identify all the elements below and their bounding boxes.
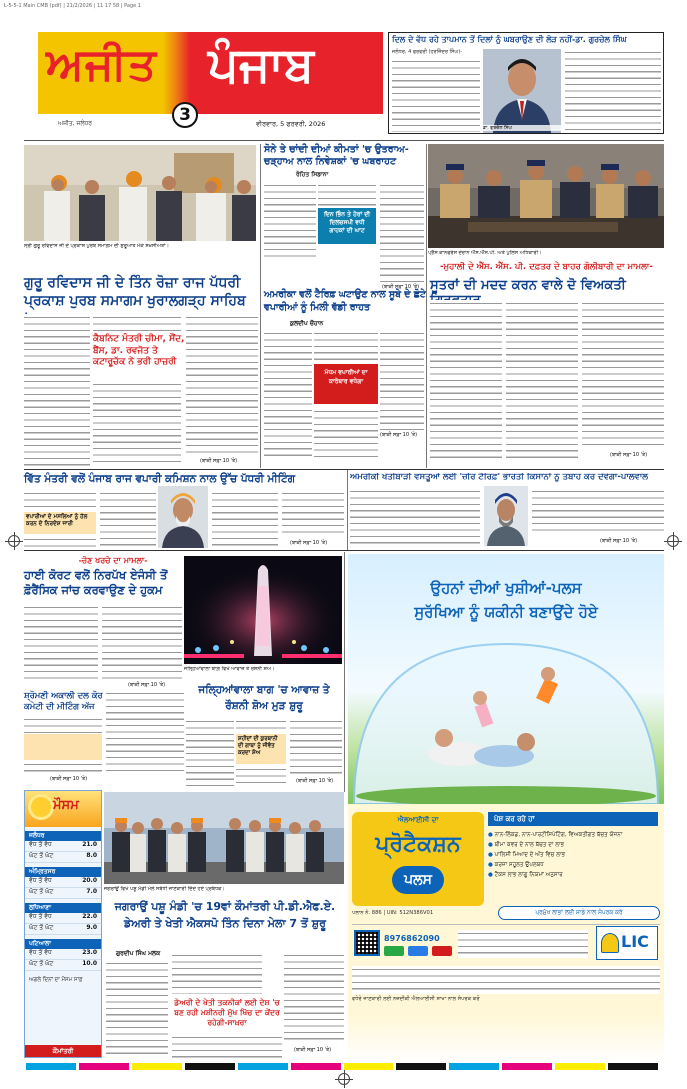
ravidas-text-col-2 (93, 381, 181, 466)
mohali-kicker: -ਮੁਹਾਲੀ ਦੇ ਐੱਸ. ਐੱਸ. ਪੀ. ਦਫ਼ਤਰ ਦੇ ਬਾਹਰ ਗੋਲੀਬਾਰੀ ਦਾ ਮਾਮਲਾ- (440, 262, 653, 272)
doctor-caption: ਡਾ. ਗੁਰਚੇਲ ਸਿੰਘ (483, 125, 561, 131)
jagraon-byline: ਗੁਰਦੀਪ ਸਿੰਘ ਮਲਕ (116, 950, 161, 957)
jallianwala-text-col-2b (236, 766, 286, 786)
weather-row (25, 888, 101, 899)
masthead-rule (24, 140, 664, 141)
divider-h1 (24, 469, 664, 470)
weather-row-value: 21.0 (82, 841, 97, 848)
weather-row (25, 960, 101, 971)
palwal-photo (484, 486, 528, 546)
weather-row-label: ਵੱਧ ਤੋਂ ਵੱਧ (29, 949, 52, 956)
ravidas-text-col-3 (186, 314, 258, 456)
jagraon-text-col-1 (106, 960, 168, 1058)
us-export-continued: (ਬਾਕੀ ਸਫ਼ਾ 10 'ਤੇ) (600, 538, 638, 544)
ad-qr-code (354, 930, 380, 956)
top-right-headline: ਦਿਲ ਦੇ ਵੱਧ ਰਹੇ ਤਾਪਮਾਨ ਤੋਂ ਦਿਲਾਂ ਨੂੰ ਘਬਰਾਉਣ ਦੀ ਲੋੜ ਨਹੀਂ-ਡਾ. ਗੁਰਚੇਲ ਸਿੰਘ (392, 35, 627, 44)
finance-text-col-1a (24, 490, 96, 510)
weather-header (25, 791, 101, 827)
press-conference-photo (428, 144, 664, 248)
ad-fine-print (458, 930, 588, 958)
weather-row-label: ਘੱਟ ਤੋਂ ਘੱਟ (29, 924, 54, 931)
weather-row (25, 913, 101, 924)
jagraon-headline: ਜਗਰਾਉਂ ਪਸ਼ੂ ਮੰਡੀ 'ਚ 19ਵਾਂ ਕੌਮਾਂਤਰੀ ਪੀ.ਡੀ.ਐਫ.ਏ. ਡੇਅਰੀ ਤੇ ਖੇਤੀ ਐਕਸਪੋ ਤਿੰਨ ਦਿਨਾ ਮੇਲਾ 7 ਤੋਂ ਸ਼ੁਰੂ (114, 900, 336, 930)
lic-advertisement (348, 554, 664, 1062)
divider-v2 (426, 144, 427, 468)
registration-mark-left (8, 535, 20, 547)
weather-city-header: ਲੁਧਿਆਣਾ (25, 903, 101, 913)
weather-city-header: ਅੰਮ੍ਰਿਤਸਰ (25, 867, 101, 877)
weather-box (24, 790, 102, 1058)
minister-photo (158, 486, 208, 548)
committee-continued: (ਬਾਕੀ ਸਫ਼ਾ 10 'ਤੇ) (50, 776, 88, 782)
jallianwala-text-col-1 (186, 718, 234, 786)
weather-forecast: ਅਗਲੇ ਦਿਨਾਂ ਦਾ ਮੌਸਮ ਸਾਫ਼ (29, 977, 83, 983)
weather-row (25, 924, 101, 935)
top-right-dateline: ਜਲੰਧਰ, 4 ਫਰਵਰੀ (ਹਰਜਿੰਦਰ ਸਿੰਘ)- (392, 49, 462, 55)
finance-text-col-1b (24, 536, 96, 548)
whatsapp-icon (384, 946, 404, 956)
mohali-text-col-2 (506, 300, 578, 462)
weather-city-header: ਪਟਿਆਲਾ (25, 939, 101, 949)
weather-row-value: 9.0 (86, 924, 97, 931)
tariff-text-col-3 (380, 330, 424, 430)
finance-sub-box: ਵਪਾਰੀਆਂ ਦੇ ਮਸਲਿਆਂ ਨੂੰ ਹੱਲ ਕਰਨ ਦੇ ਨਿਰਦੇਸ਼ ਜਾਰੀ (24, 512, 96, 534)
committee-highlight (24, 734, 102, 760)
mohali-continued: (ਬਾਕੀ ਸਫ਼ਾ 10 'ਤੇ) (610, 452, 648, 458)
ad-brand-sub: ਪਲਸ (392, 866, 444, 894)
top-right-story (388, 32, 664, 134)
page-number-circle: 3 (172, 102, 198, 128)
masthead-city: ਅਜੀਤ, ਜਲੰਧਰ (58, 120, 93, 127)
tariff-continued: (ਬਾਕੀ ਸਫ਼ਾ 10 'ਤੇ) (380, 432, 418, 438)
ad-presenting: ਪੇਸ਼ ਕਰ ਰਹੇ ਹਾਂ (488, 812, 658, 826)
ad-divider (352, 924, 660, 925)
weather-row-value: 7.0 (86, 888, 97, 895)
finance-text-col-4 (282, 490, 344, 538)
weather-row (25, 841, 101, 852)
gold-text-col-2 (318, 182, 376, 206)
app-store-icon (408, 946, 428, 956)
masthead-right-title: ਪੰਜਾਬ (208, 37, 314, 93)
divider-v3 (347, 470, 348, 550)
gold-continued: (ਬਾਕੀ ਸਫ਼ਾ 10 'ਤੇ) (382, 284, 420, 290)
gold-box: ਦਿਨ ਭਿੰਨ ਤੇ ਹੋਰਾਂ ਦੀ ਦਿਲਚਸਪੀ ਵਧੀ ਗਾਹਕਾਂ ਦੀ ਘਾਟ (318, 208, 376, 244)
finance-text-col-2 (100, 490, 156, 548)
weather-sections (25, 831, 101, 971)
jagraon-text-col-3 (284, 952, 344, 1044)
ad-features (488, 830, 660, 906)
jallianwala-photo (184, 556, 342, 664)
hc-kicker: -ਚੋਣ ਖਰਚੇ ਦਾ ਮਾਮਲਾ- (78, 556, 148, 565)
weather-row-value: 22.0 (82, 913, 97, 920)
ravidas-subheadline: ਕੈਬਨਿਟ ਮੰਤਰੀ ਚੀਮਾ, ਸੌਂਦ, ਬੈਂਸ, ਡਾ. ਰਵਜੋਤ ਤੇ ਕਟਾਰੂਚੱਕ ਨੇ ਭਰੀ ਹਾਜ਼ਰੀ (93, 334, 185, 367)
ravidas-caption: ਸ੍ਰੀ ਗੁਰੂ ਰਵਿਦਾਸ ਜੀ ਦੇ ਪ੍ਰਕਾਸ਼ ਪੁਰਬ ਸਮਾਗਮ ਦੀ ਸ਼ੁਰੂਆਤ ਮੌਕੇ ਸ਼ਖ਼ਸੀਅਤਾਂ। (24, 243, 169, 249)
tariff-byline: ਕੁਲਦੀਪ ਚੌਹਾਨ (290, 320, 324, 327)
top-right-text-col-2 (565, 49, 661, 133)
jagraon-text-col-2b (172, 1034, 282, 1058)
mohali-text-col-3 (582, 300, 664, 450)
weather-row-label: ਘੱਟ ਤੋਂ ਘੱਟ (29, 960, 54, 967)
ad-tag: ਐਲਆਈਸੀ ਦਾ (397, 816, 439, 824)
ravidas-photo (24, 145, 256, 241)
ad-feature-5: ● ਟੈਕਸ ਲਾਭ ਲਾਗੂ ਨਿਯਮਾਂ ਅਨੁਸਾਰ (488, 872, 563, 878)
registration-mark-right (667, 535, 679, 547)
gold-text-col-1 (264, 182, 316, 260)
divider-v4 (344, 552, 345, 792)
weather-title: ਮੌਸਮ (53, 798, 79, 813)
print-slug: L-5-5-1 Main CMB (pdf) | 21/2/2026 | 11 17 58 | Page 1 (4, 3, 141, 9)
mohali-headline: ਸੂਤਰਾਂ ਦੀ ਮਦਦ ਕਰਨ ਵਾਲੇ ਦੋ ਵਿਅਕਤੀ (430, 278, 626, 293)
ad-cta: ਪ੍ਰਮੁੱਖ ਲਾਭਾਂ ਲਈ ਸਾਡੇ ਨਾਲ ਸੰਪਰਕ ਕਰੋ (498, 906, 660, 920)
tariff-text-col-1 (264, 330, 312, 460)
divider-v1 (260, 144, 261, 468)
jagraon-box: ਡੇਅਰੀ ਦੇ ਖੇਤੀ ਤਕਨੀਕਾਂ ਲਈ ਦੇਸ਼ 'ਚ ਬਣ ਰਹੀ ਮਸ਼ੀਨਰੀ ਮੁੱਖ ਖਿੱਚ ਦਾ ਕੇਂਦਰ ਰਹੇਗੀ-ਸਾਖ਼ਰਾ (174, 998, 280, 1027)
weather-row-label: ਘੱਟ ਤੋਂ ਘੱਟ (29, 852, 54, 859)
jallianwala-text-col-3 (290, 718, 342, 776)
top-right-text-col-1 (392, 58, 480, 132)
ad-feature-3: ● ਪਾਲਿਸੀ ਮਿਆਦ ਦੇ ਅੰਤ ਵਿਚ ਲਾਭ (488, 852, 566, 858)
weather-row-label: ਵੱਧ ਤੋਂ ਵੱਧ (29, 913, 52, 920)
jagraon-text-col-2 (172, 952, 262, 994)
jagraon-continued: (ਬਾਕੀ ਸਫ਼ਾ 10 'ਤੇ) (294, 1047, 332, 1053)
hc-text-col-2 (102, 604, 182, 680)
ad-feature-1: ● ਨਾਨ-ਲਿੰਕਡ, ਨਾਨ-ਪਾਰਟੀਸਿਪੇਟਿੰਗ, ਵਿਅਕਤੀਗਤ ਬੱਚਤ ਯੋਜਨਾ (488, 832, 623, 838)
ad-brand-main: ਪ੍ਰੋਟੈਕਸ਼ਨ (375, 832, 461, 857)
ad-brand-block (352, 812, 484, 906)
masthead-date: ਵੀਰਵਾਰ, 5 ਫਰਵਰੀ, 2026 (256, 120, 326, 128)
ad-feature-2: ● ਬੀਮਾ ਕਵਰ ਦੇ ਨਾਲ ਬੱਚਤ ਦਾ ਲਾਭ (488, 842, 565, 848)
jallianwala-continued: (ਬਾਕੀ ਸਫ਼ਾ 10 'ਤੇ) (296, 778, 334, 784)
doctor-photo (483, 49, 561, 133)
jallianwala-text-col-2a (236, 718, 286, 732)
tariff-red-box: ਮੱਧਮ ਵਪਾਰੀਆਂ ਦਾ ਕਾਰੋਬਾਰ ਵਧੇਗਾ (314, 364, 378, 404)
ravidas-continued: (ਬਾਕੀ ਸਫ਼ਾ 10 'ਤੇ) (200, 458, 238, 464)
weather-row-value: 10.0 (82, 960, 97, 967)
ad-uin: ਪਲਾਨ ਨੰ. 886 | UIN: 512N386V01 (352, 910, 434, 916)
masthead (38, 32, 383, 132)
jallianwala-caption: ਜਲ੍ਹਿਆਂਵਾਲਾ ਬਾਗ਼ ਵਿਖੇ ਆਵਾਜ਼ ਤੇ ਰੋਸ਼ਨੀ ਸ਼ੋਅ। (184, 666, 275, 672)
weather-row-label: ਵੱਧ ਤੋਂ ਵੱਧ (29, 877, 52, 884)
committee-headline: ਸ਼੍ਰੋਮਣੀ ਅਕਾਲੀ ਦਲ ਕੋਰ ਕਮੇਟੀ ਦੀ ਮੀਟਿੰਗ ਅੱਜ (24, 690, 103, 711)
gold-text-col-3 (380, 182, 424, 282)
ravidas-headline: ਗੁਰੂ ਰਵਿਦਾਸ ਜੀ ਦੇ ਤਿੰਨ ਰੋਜ਼ਾ ਰਾਜ ਪੱਧਰੀ ਪ੍ਰਕਾਸ਼ ਪੁਰਬ ਸਮਾਗਮ ਖੁਰਾਲਗੜ੍ਹ ਸਾਹਿਬ (24, 275, 246, 309)
hc-continued: (ਬਾਕੀ ਸਫ਼ਾ 10 'ਤੇ) (128, 682, 166, 688)
hc-headline: ਹਾਈ ਕੋਰਟ ਵਲੋਂ ਨਿਰਪੱਖ ਏਜੰਸੀ ਤੋਂ ਫ਼ੋਰੈਂਸਿਕ ਜਾਂਚ ਕਰਵਾਉਣ ਦੇ ਹੁਕਮ (24, 568, 168, 597)
weather-row-label: ਵੱਧ ਤੋਂ ਵੱਧ (29, 841, 52, 848)
weather-row (25, 877, 101, 888)
weather-city-header: ਜਲੰਧਰ (25, 831, 101, 841)
ad-feature-4: ● ਕਰਜ਼ਾ ਸਹੂਲਤ ਉਪਲਬਧ (488, 862, 544, 868)
ad-footer: ਵਧੇਰੇ ਜਾਣਕਾਰੀ ਲਈ ਨਜ਼ਦੀਕੀ ਐਲਆਈਸੀ ਸ਼ਾਖਾ ਨਾਲ ਸੰਪਰਕ ਕਰੋ (352, 996, 480, 1002)
color-bar (26, 1063, 658, 1070)
gold-headline: ਸੋਨੇ ਤੇ ਚਾਂਦੀ ਦੀਆਂ ਕੀਮਤਾਂ 'ਚ ਉਤਰਾਅ-ਚੜ੍ਹਾਅ ਨਾਲ ਨਿਵੇਸ਼ਕਾਂ 'ਚ ਘਬਰਾਹਟ (264, 144, 409, 167)
us-export-headline: ਅਮਰੀਕੀ ਖੇਤੀਬਾੜੀ ਵਸਤੂਆਂ ਲਈ 'ਜ਼ੀਰੋ ਟੈਰਿਫ਼' ਭਾਰਤੀ ਕਿਸਾਨਾਂ ਨੂੰ ਤਬਾਹ ਕਰ ਦੇਵੇਗਾ-ਪਾਲਵਾਲ (350, 473, 649, 482)
committee-text-col-2 (106, 690, 184, 774)
youtube-icon (432, 946, 452, 956)
divider-h2 (24, 550, 664, 551)
ravidas-text-col-2a (93, 314, 181, 332)
us-export-text-col-1 (350, 488, 480, 546)
sun-icon (31, 797, 51, 817)
ad-disclaimer (352, 966, 660, 1006)
weather-footer: ਕੌਮਾਂਤਰੀ (25, 1045, 101, 1057)
registration-mark-bottom (338, 1073, 350, 1085)
jallianwala-box: ਸ਼ਹੀਦਾਂ ਦੀ ਕੁਰਬਾਨੀ ਦੀ ਗਾਥਾ ਨੂੰ ਜੀਵੰਤ ਕਰਦਾ ਸ਼ੋਅ (236, 734, 286, 764)
lic-logo (596, 926, 658, 960)
jagraon-photo (104, 792, 344, 884)
ad-title-line2: ਸੁਰੱਖਿਆ ਨੂੰ ਯਕੀਨੀ ਬਣਾਉਂਦੇ ਹੋਏ (414, 603, 598, 621)
tariff-text-col-2 (314, 330, 378, 362)
masthead-left-title: ਅਜੀਤ (46, 39, 157, 90)
ad-family-illustration (348, 634, 664, 804)
ad-bottom-fade (348, 1014, 664, 1062)
weather-row-label: ਘੱਟ ਤੋਂ ਘੱਟ (29, 888, 54, 895)
tariff-headline: ਅਮਰੀਕਾ ਵਲੋਂ ਟੈਰਿਫ਼ ਘਟਾਉਣ ਨਾਲ ਸੂਬੇ ਦੇ ਛੋਟੇ ਵਪਾਰੀਆਂ ਨੂੰ ਮਿਲੀ ਵੱਡੀ ਰਾਹਤ (264, 289, 426, 313)
jagraon-caption: ਜਗਰਾਉਂ ਵਿਖੇ ਪਸ਼ੂ ਮੰਡੀ ਮੇਲੇ ਸਬੰਧੀ ਜਾਣਕਾਰੀ ਦਿੰਦੇ ਹੋਏ ਪ੍ਰਬੰਧਕ। (104, 886, 225, 892)
ad-title-line1: ਉਹਨਾਂ ਦੀਆਂ ਖੁਸ਼ੀਆਂ-ਪਲਸ (430, 579, 582, 597)
tariff-text-col-2b (314, 408, 378, 460)
lic-logo-text: LIC (621, 932, 649, 951)
finance-continued: (ਬਾਕੀ ਸਫ਼ਾ 10 'ਤੇ) (290, 540, 328, 546)
weather-row (25, 852, 101, 863)
us-export-text-col-2 (532, 488, 664, 536)
weather-row-value: 8.0 (86, 852, 97, 859)
lic-emblem-icon (601, 933, 619, 953)
mohali-caption: ਪ੍ਰੈੱਸ ਕਾਨਫਰੰਸ ਦੌਰਾਨ ਐੱਸ.ਐੱਸ.ਪੀ. ਅਤੇ ਪੁਲਿਸ ਅਧਿਕਾਰੀ। (428, 250, 542, 256)
ravidas-text-col-1 (24, 314, 90, 466)
finance-headline: ਵਿੱਤ ਮੰਤਰੀ ਵਲੋਂ ਪੰਜਾਬ ਰਾਜ ਵਪਾਰੀ ਕਮਿਸ਼ਨ ਨਾਲ ਉੱਚ ਪੱਧਰੀ ਮੀਟਿੰਗ (24, 473, 296, 485)
weather-row-value: 20.0 (82, 877, 97, 884)
gold-byline: ਰੋਹਿਤ ਸਿਡਾਨਾ (296, 171, 329, 178)
jallianwala-headline: ਜਲ੍ਹਿਆਂਵਾਲਾ ਬਾਗ 'ਚ ਆਵਾਜ਼ ਤੇ ਰੌਸ਼ਨੀ ਸ਼ੋਅ ਮੁੜ ਸ਼ੁਰੂ (198, 684, 330, 712)
finance-text-col-3 (212, 490, 278, 546)
weather-row (25, 949, 101, 960)
weather-row-value: 23.0 (82, 949, 97, 956)
mohali-text-col-1 (430, 300, 502, 462)
ad-phone: 8976862090 (384, 934, 440, 943)
hc-text-col-1 (24, 604, 98, 680)
